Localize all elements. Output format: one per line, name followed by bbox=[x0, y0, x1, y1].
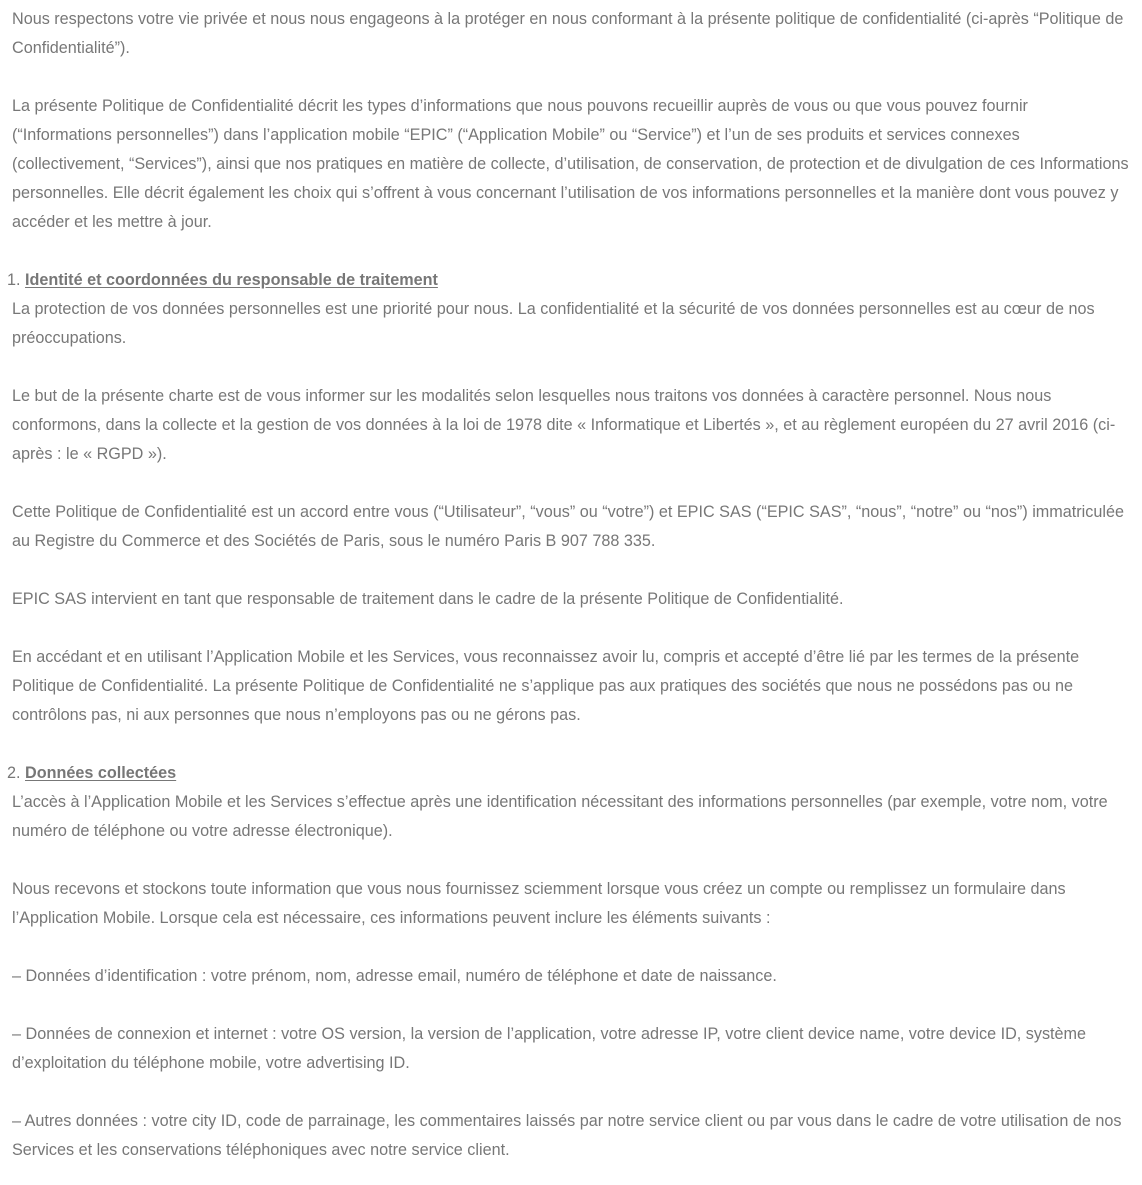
section-1-heading bbox=[7, 266, 1132, 295]
section-2-paragraph-4: – Données de connexion et internet : votre OS version, la version de l’application, votre adresse IP, votre client device name, votre device ID, système d’exploitation du téléphone mobile, votre advertising ID. bbox=[12, 1025, 1087, 1072]
section-1-number: 1. bbox=[7, 271, 21, 289]
section-2-paragraph-2: Nous recevons et stockons toute information que vous nous fournissez sciemment lorsque vous créez un compte ou remplissez un formulaire dans l’Application Mobile. Lorsque cela est nécessaire, ces informations peuvent inclure les éléments suivants : bbox=[12, 880, 1066, 927]
section-1-paragraph-5: En accédant et en utilisant l’Application Mobile et les Services, vous reconnaissez avoir lu, compris et accepté d’être lié par les termes de la présente Politique de Confidentialité. La présente Politique de Confidentialité ne s’applique pas aux pratiques des sociétés que nous ne possédons pas ou ne contrôlons pas, ni aux personnes que nous n’employons pas ou ne gérons pas. bbox=[12, 648, 1080, 724]
intro-paragraph-1: Nous respectons votre vie privée et nous nous engageons à la protéger en nous conformant à la présente politique de confidentialité (ci-après “Politique de Confidentialité”). bbox=[12, 10, 1124, 57]
section-1-paragraph-4: EPIC SAS intervient en tant que responsable de traitement dans le cadre de la présente Politique de Confidentialité. bbox=[12, 590, 844, 608]
section-1-paragraph-2: Le but de la présente charte est de vous informer sur les modalités selon lesquelles nous traitons vos données à caractère personnel. Nous nous conformons, dans la collecte et la gestion de vos données à la loi de 1978 dite « Informatique et Libertés », et au règlement européen du 27 avril 2016 (ci-après : le « RGPD »). bbox=[12, 387, 1116, 463]
section-2-heading bbox=[7, 759, 1132, 788]
section-2-title: Données collectées bbox=[25, 764, 177, 782]
section-2-paragraph-1: L’accès à l’Application Mobile et les Services s’effectue après une identification nécessitant des informations personnelles (par exemple, votre nom, votre numéro de téléphone ou votre adresse électronique). bbox=[12, 793, 1108, 840]
intro-paragraph-2: La présente Politique de Confidentialité décrit les types d’informations que nous pouvons recueillir auprès de vous ou que vous pouvez fournir (“Informations personnelles”) dans l’application mobile “EPIC” (“Application Mobile” ou “Service”) et l’un de ses produits et services connexes (collectivement, “Services”), ainsi que nos pratiques en matière de collecte, d’utilisation, de conservation, de protection et de divulgation de ces Informations personnelles. Elle décrit également les choix qui s’offrent à vous concernant l’utilisation de vos informations personnelles et la manière dont vous pouvez y accéder et les mettre à jour. bbox=[12, 97, 1129, 231]
section-1-paragraph-1: La protection de vos données personnelles est une priorité pour nous. La confidentialité et la sécurité de vos données personnelles est au cœur de nos préoccupations. bbox=[12, 300, 1095, 347]
section-2-paragraph-3: – Données d’identification : votre prénom, nom, adresse email, numéro de téléphone et date de naissance. bbox=[12, 967, 777, 985]
section-1-paragraph-3: Cette Politique de Confidentialité est un accord entre vous (“Utilisateur”, “vous” ou “votre”) et EPIC SAS (“EPIC SAS”, “nous”, “notre” ou “nos”) immatriculée au Registre du Commerce et des Sociétés de Paris, sous le numéro Paris B 907 788 335. bbox=[12, 503, 1124, 550]
section-2-paragraph-5: – Autres données : votre city ID, code de parrainage, les commentaires laissés par notre service client ou par vous dans le cadre de votre utilisation de nos Services et les conservations téléphoniques avec notre service client. bbox=[12, 1112, 1122, 1159]
section-1-title: Identité et coordonnées du responsable de traitement bbox=[25, 271, 438, 289]
section-2-number: 2. bbox=[7, 764, 21, 782]
